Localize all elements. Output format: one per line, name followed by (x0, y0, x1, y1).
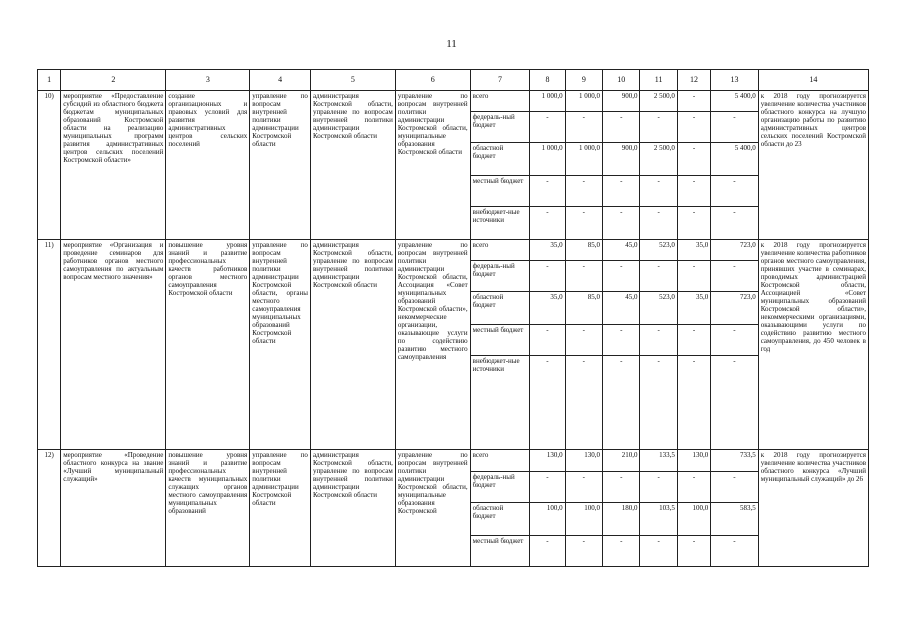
amount-cell: 100,0 (677, 503, 710, 536)
amount-cell: 100,0 (530, 503, 565, 536)
funding-source-cell: внебюджет-ные источники (470, 207, 530, 240)
table-row (38, 450, 869, 472)
amount-cell: - (711, 325, 759, 356)
amount-cell: - (640, 325, 677, 356)
amount-cell: 583,5 (711, 503, 759, 536)
amount-cell: 45,0 (603, 240, 640, 261)
goal-cell: повышение уровня знаний и развитие профессиональных качеств муниципальных служащих органов местного самоуправления муниципальных образований (166, 450, 250, 567)
amount-cell: 5 400,0 (711, 91, 759, 112)
row-number: 10) (38, 91, 61, 240)
amount-cell: - (677, 536, 710, 567)
amount-cell: - (677, 176, 710, 207)
funding-source-cell: федераль-ный бюджет (470, 472, 530, 503)
table-row (38, 91, 869, 112)
amount-cell: - (677, 472, 710, 503)
amount-cell: - (565, 356, 602, 450)
column-number-cell: 9 (565, 70, 602, 91)
amount-cell: 133,5 (640, 450, 677, 472)
amount-cell: 130,0 (677, 450, 710, 472)
amount-cell: - (640, 356, 677, 450)
executor-cell: управление по вопросам внутренней политики администрации Костромской области, муниципальные образования Костромской (395, 450, 470, 567)
responsible-cell: управление по вопросам внутренней политики администрации Костромской области (250, 91, 311, 240)
amount-cell: 1 000,0 (565, 91, 602, 112)
amount-cell: - (603, 207, 640, 240)
amount-cell: - (603, 536, 640, 567)
amount-cell: 900,0 (603, 91, 640, 112)
amount-cell: - (603, 472, 640, 503)
amount-cell: 523,0 (640, 240, 677, 261)
amount-cell: - (677, 91, 710, 112)
amount-cell: - (603, 261, 640, 292)
amount-cell: - (565, 207, 602, 240)
amount-cell: - (640, 472, 677, 503)
amount-cell: - (711, 472, 759, 503)
amount-cell: 100,0 (565, 503, 602, 536)
header-row (38, 70, 869, 91)
column-number-cell: 2 (61, 70, 166, 91)
funding-source-cell: областной бюджет (470, 143, 530, 176)
column-number-cell: 5 (310, 70, 395, 91)
amount-cell: 180,0 (603, 503, 640, 536)
amount-cell: - (603, 112, 640, 143)
amount-cell: - (677, 207, 710, 240)
amount-cell: - (565, 325, 602, 356)
amount-cell: 210,0 (603, 450, 640, 472)
indicator-cell: к 2018 году прогнозируется увеличение количества работников органов местного самоуправления, принявших участие в семинарах, проводимых администрацией Костромской области, Ассоциацией «Совет муниципальных образований Костромской области», некоммерческими организациями, оказывающими услуги по содействию развитию местного самоуправления, до 450 человек в год (758, 240, 868, 450)
column-number-cell: 1 (38, 70, 61, 91)
amount-cell: 900,0 (603, 143, 640, 176)
column-number-cell: 14 (758, 70, 868, 91)
amount-cell: - (530, 325, 565, 356)
funding-source-cell: всего (470, 91, 530, 112)
amount-cell: - (677, 356, 710, 450)
program-table (37, 69, 869, 567)
funding-source-cell: внебюджет-ные источники (470, 356, 530, 450)
amount-cell: - (677, 143, 710, 176)
funding-source-cell: федераль-ный бюджет (470, 112, 530, 143)
amount-cell: - (530, 176, 565, 207)
amount-cell: 85,0 (565, 240, 602, 261)
funding-source-cell: местный бюджет (470, 176, 530, 207)
row-number: 11) (38, 240, 61, 450)
amount-cell: 523,0 (640, 292, 677, 325)
amount-cell: 2 500,0 (640, 91, 677, 112)
funding-source-cell: федераль-ный бюджет (470, 261, 530, 292)
amount-cell: - (565, 176, 602, 207)
amount-cell: - (530, 472, 565, 503)
amount-cell: - (711, 112, 759, 143)
amount-cell: 35,0 (530, 240, 565, 261)
amount-cell: - (565, 261, 602, 292)
amount-cell: - (603, 356, 640, 450)
goal-cell: создание организационных и правовых условий для развития административных центров сельских поселений (166, 91, 250, 240)
customer-cell: администрация Костромской области, управление по вопросам внутренней политики администрации Костромской области (310, 91, 395, 240)
customer-cell: администрация Костромской области, управление по вопросам внутренней политики администрации Костромской области (310, 450, 395, 567)
amount-cell: 35,0 (530, 292, 565, 325)
amount-cell: - (711, 536, 759, 567)
amount-cell: - (640, 207, 677, 240)
amount-cell: - (711, 356, 759, 450)
column-number-cell: 11 (640, 70, 677, 91)
event-name-cell: мероприятие «Предоставление субсидий из областного бюджета бюджетам муниципальных образований Костромской области на реализацию муниципальных программ развития административных центров сельских поселений Костромской области» (61, 91, 166, 240)
amount-cell: 45,0 (603, 292, 640, 325)
customer-cell: администрация Костромской области, управление по вопросам внутренней политики администрации Костромской области (310, 240, 395, 450)
executor-cell: управление по вопросам внутренней политики администрации Костромской области, Ассоциация «Совет муниципальных образований Костромской области», некоммерческие организации, оказывающие услуги по содействию развитию местного самоуправления (395, 240, 470, 450)
amount-cell: - (677, 112, 710, 143)
amount-cell: - (640, 176, 677, 207)
amount-cell: - (603, 325, 640, 356)
amount-cell: 85,0 (565, 292, 602, 325)
amount-cell: 723,0 (711, 292, 759, 325)
amount-cell: - (530, 207, 565, 240)
indicator-cell: к 2018 году прогнозируется увеличение количества участников областного конкурса на лучшую организацию работы по развитию административных центров сельских поселений Костромской области до 23 (758, 91, 868, 240)
amount-cell: - (640, 536, 677, 567)
amount-cell: 1 000,0 (530, 91, 565, 112)
amount-cell: 35,0 (677, 240, 710, 261)
amount-cell: 130,0 (565, 450, 602, 472)
column-number-cell: 13 (711, 70, 759, 91)
column-number-cell: 7 (470, 70, 530, 91)
amount-cell: - (603, 176, 640, 207)
amount-cell: - (711, 176, 759, 207)
amount-cell: 130,0 (530, 450, 565, 472)
column-number-cell: 6 (395, 70, 470, 91)
funding-source-cell: всего (470, 450, 530, 472)
amount-cell: - (640, 112, 677, 143)
amount-cell: - (530, 112, 565, 143)
funding-source-cell: областной бюджет (470, 503, 530, 536)
executor-cell: управление по вопросам внутренней политики администрации Костромской области, муниципальные образования Костромской области (395, 91, 470, 240)
amount-cell: - (677, 261, 710, 292)
page-number: 11 (446, 38, 457, 50)
amount-cell: - (530, 356, 565, 450)
amount-cell: - (640, 261, 677, 292)
amount-cell: - (711, 261, 759, 292)
responsible-cell: управление по вопросам внутренней политики администрации Костромской области (250, 450, 311, 567)
column-number-cell: 3 (166, 70, 250, 91)
funding-source-cell: областной бюджет (470, 292, 530, 325)
amount-cell: 1 000,0 (565, 143, 602, 176)
amount-cell: - (711, 207, 759, 240)
amount-cell: 5 400,0 (711, 143, 759, 176)
indicator-cell: к 2018 году прогнозируется увеличение количества участников областного конкурса «Лучший муниципальный служащий» до 26 (758, 450, 868, 567)
table-row (38, 240, 869, 261)
amount-cell: 723,0 (711, 240, 759, 261)
funding-source-cell: местный бюджет (470, 536, 530, 567)
responsible-cell: управление по вопросам внутренней политики администрации Костромской области, органы местного самоуправления муниципальных образований Костромской области (250, 240, 311, 450)
amount-cell: 1 000,0 (530, 143, 565, 176)
amount-cell: - (530, 261, 565, 292)
amount-cell: 733,5 (711, 450, 759, 472)
column-number-cell: 10 (603, 70, 640, 91)
amount-cell: 2 500,0 (640, 143, 677, 176)
amount-cell: - (530, 536, 565, 567)
column-number-cell: 8 (530, 70, 565, 91)
amount-cell: 103,5 (640, 503, 677, 536)
amount-cell: - (565, 536, 602, 567)
event-name-cell: мероприятие «Проведение областного конкурса на звание «Лучший муниципальный служащий» (61, 450, 166, 567)
funding-source-cell: всего (470, 240, 530, 261)
amount-cell: - (677, 325, 710, 356)
column-number-cell: 12 (677, 70, 710, 91)
funding-source-cell: местный бюджет (470, 325, 530, 356)
amount-cell: - (565, 472, 602, 503)
amount-cell: 35,0 (677, 292, 710, 325)
amount-cell: - (565, 112, 602, 143)
column-number-cell: 4 (250, 70, 311, 91)
row-number: 12) (38, 450, 61, 567)
event-name-cell: мероприятие «Организация и проведение семинаров для работников органов местного самоуправления по актуальным вопросам местного значения» (61, 240, 166, 450)
goal-cell: повышение уровня знаний и развитие профессиональных качеств работников органов местного самоуправления Костромской области (166, 240, 250, 450)
